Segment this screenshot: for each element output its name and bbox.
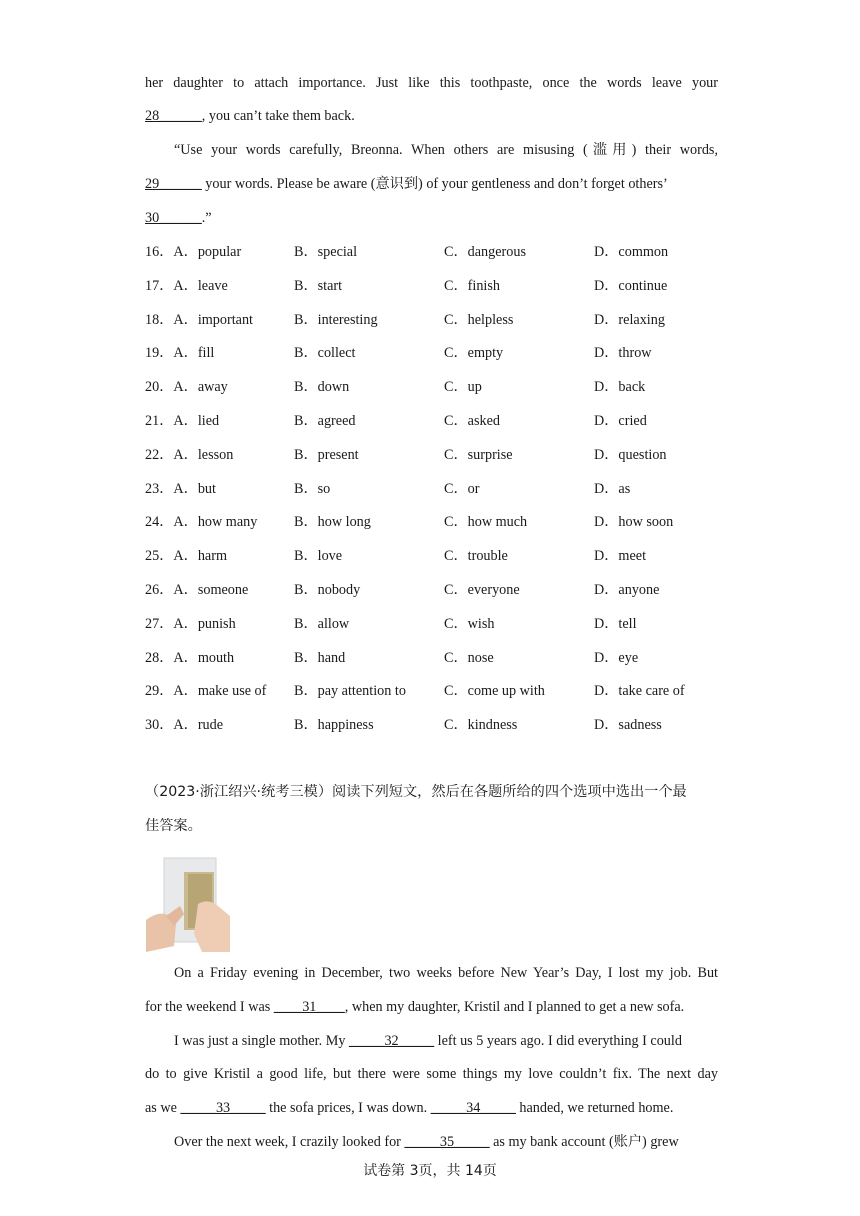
- option-c[interactable]: C．helpless: [444, 311, 514, 328]
- passage-line: On a Friday evening in December, two weeks before New Year’s Day, I lost my job. But: [174, 965, 718, 981]
- passage-text: Over the next week, I crazily looked for: [174, 1134, 405, 1150]
- option-b[interactable]: B．down: [294, 379, 350, 396]
- option-b[interactable]: B．happiness: [294, 717, 374, 734]
- passage-text: , you can’t take them back.: [201, 108, 355, 124]
- question-number-and-option-a[interactable]: [145, 343, 214, 363]
- option-b[interactable]: B．present: [294, 446, 359, 463]
- question-number-and-option-a[interactable]: [145, 681, 266, 701]
- question-number: 20．: [145, 379, 174, 396]
- option-a[interactable]: A．but: [173, 480, 216, 497]
- option-d[interactable]: D．meet: [594, 548, 647, 565]
- blank-30: 30______: [145, 210, 202, 226]
- option-d[interactable]: D．throw: [594, 345, 652, 362]
- option-a[interactable]: A．punish: [173, 615, 236, 632]
- blank-31: ____31____: [273, 999, 345, 1015]
- option-d[interactable]: D．tell: [594, 615, 637, 632]
- option-a[interactable]: A．fill: [173, 345, 215, 362]
- option-b[interactable]: B．pay attention to: [294, 683, 406, 700]
- passage-text: as my bank account (账户) grew: [489, 1134, 679, 1150]
- question-number: 23．: [145, 480, 174, 497]
- option-b[interactable]: B．nobody: [294, 582, 361, 598]
- question-row: [145, 310, 745, 330]
- question-number-and-option-a[interactable]: [145, 377, 228, 397]
- option-a[interactable]: A．harm: [173, 548, 227, 565]
- question-number: 22．: [145, 446, 174, 463]
- option-c[interactable]: C．nose: [444, 649, 494, 666]
- question-number-and-option-a[interactable]: [145, 648, 234, 668]
- option-a[interactable]: A．popular: [173, 244, 242, 260]
- blank-32: _____32_____: [348, 1033, 435, 1049]
- option-b[interactable]: B．agreed: [294, 413, 356, 429]
- option-b[interactable]: B．allow: [294, 615, 350, 632]
- passage-line: [174, 1031, 718, 1051]
- question-number: 26．: [145, 582, 174, 598]
- passage-line: “Use your words carefully, Breonna. When others are misusing (滥用) their words,: [174, 142, 718, 158]
- passage-text: I was just a single mother. My: [174, 1033, 349, 1049]
- option-d[interactable]: D．eye: [594, 649, 639, 666]
- option-b[interactable]: B．so: [294, 480, 331, 497]
- blank-35: _____35_____: [404, 1134, 490, 1150]
- option-a[interactable]: A．leave: [173, 277, 228, 294]
- option-a[interactable]: A．important: [173, 311, 253, 328]
- question-number-and-option-a[interactable]: [145, 512, 257, 532]
- question-number: 29．: [145, 683, 174, 700]
- option-d[interactable]: D．relaxing: [594, 311, 665, 328]
- passage-text: as we: [145, 1100, 181, 1116]
- option-b[interactable]: B．collect: [294, 345, 356, 362]
- blank-29: 29______: [145, 176, 202, 192]
- option-c[interactable]: C．finish: [444, 277, 500, 294]
- passage-line: [145, 1098, 718, 1118]
- question-number-and-option-a[interactable]: [145, 276, 228, 296]
- blank-28: 28______: [145, 108, 202, 124]
- passage-line: [145, 174, 718, 194]
- question-row: [145, 479, 745, 499]
- option-b[interactable]: B．how long: [294, 514, 371, 531]
- option-d[interactable]: D．as: [594, 480, 631, 497]
- option-a[interactable]: A．lied: [173, 413, 220, 429]
- option-d[interactable]: D．common: [594, 244, 669, 260]
- option-c[interactable]: C．asked: [444, 413, 500, 429]
- question-row: [145, 411, 745, 431]
- passage-text: handed, we returned home.: [515, 1100, 674, 1116]
- passage-line: [145, 208, 718, 228]
- question-row: [145, 343, 745, 363]
- question-row: [145, 614, 745, 634]
- passage-line: do to give Kristil a good life, but there were some things my love couldn’t fix. The next day: [145, 1066, 718, 1082]
- passage-line: [145, 106, 718, 126]
- passage-text: , when my daughter, Kristil and I planned to get a new sofa.: [344, 999, 685, 1015]
- option-a[interactable]: A．lesson: [173, 446, 234, 463]
- question-number-and-option-a[interactable]: [145, 614, 236, 634]
- option-c[interactable]: C．wish: [444, 615, 495, 632]
- option-c[interactable]: C．trouble: [444, 548, 508, 565]
- money-envelope-photo: [146, 854, 230, 952]
- question-row: [145, 580, 745, 600]
- option-c[interactable]: C．come up with: [444, 683, 545, 700]
- option-b[interactable]: B．start: [294, 277, 343, 294]
- question-number: 16．: [145, 244, 174, 260]
- passage-text: your words. Please be aware (意识到) of your gentleness and don’t forget others’: [201, 176, 668, 192]
- question-row: [145, 512, 745, 532]
- page-footer: 试卷第 3页，共 14页: [363, 1163, 497, 1179]
- option-a[interactable]: A．make use of: [173, 683, 267, 700]
- option-c[interactable]: C．or: [444, 480, 480, 497]
- option-c[interactable]: C．empty: [444, 345, 504, 362]
- question-number: 21．: [145, 413, 174, 429]
- question-row: [145, 377, 745, 397]
- question-row: [145, 276, 745, 296]
- question-row: [145, 715, 745, 735]
- option-c[interactable]: C．everyone: [444, 582, 520, 598]
- option-a[interactable]: A．away: [173, 379, 228, 396]
- question-number-and-option-a[interactable]: [145, 479, 216, 499]
- question-number: 30．: [145, 717, 174, 734]
- question-number-and-option-a[interactable]: [145, 715, 223, 735]
- question-number: 19．: [145, 345, 174, 362]
- option-b[interactable]: B．interesting: [294, 311, 378, 328]
- option-c[interactable]: C．up: [444, 379, 482, 396]
- passage-text: the sofa prices, I was down.: [265, 1100, 431, 1116]
- question-row: [145, 648, 745, 668]
- passage-line: [145, 997, 718, 1017]
- question-row: [145, 445, 745, 465]
- option-d[interactable]: D．how soon: [594, 514, 674, 531]
- option-b[interactable]: B．love: [294, 548, 343, 565]
- option-d[interactable]: D．cried: [594, 413, 647, 429]
- section-instruction: （2023·浙江绍兴·统考三模）阅读下列短文，然后在各题所给的四个选项中选出一个最: [145, 784, 687, 800]
- option-a[interactable]: A．someone: [173, 582, 249, 598]
- passage-line: [174, 1132, 718, 1152]
- option-d[interactable]: D．sadness: [594, 717, 662, 734]
- option-c[interactable]: C．how much: [444, 514, 528, 531]
- question-number-and-option-a[interactable]: [145, 580, 248, 600]
- option-a[interactable]: A．mouth: [173, 649, 235, 666]
- question-number-and-option-a[interactable]: [145, 411, 219, 431]
- section-instruction: 佳答案。: [145, 818, 202, 834]
- blank-33: _____33_____: [180, 1100, 266, 1116]
- question-number: 28．: [145, 649, 174, 666]
- passage-text: left us 5 years ago. I did everything I could: [434, 1033, 682, 1049]
- option-b[interactable]: B．hand: [294, 649, 346, 666]
- question-number-and-option-a[interactable]: [145, 242, 241, 262]
- question-row: [145, 681, 745, 701]
- question-number-and-option-a[interactable]: [145, 310, 253, 330]
- question-number: 27．: [145, 615, 174, 632]
- passage-text: for the weekend I was: [145, 999, 274, 1015]
- question-row: [145, 242, 745, 262]
- question-number-and-option-a[interactable]: [145, 546, 227, 566]
- blank-34: _____34_____: [430, 1100, 516, 1116]
- option-d[interactable]: D．continue: [594, 277, 668, 294]
- passage-text: .”: [201, 210, 212, 226]
- question-number-and-option-a[interactable]: [145, 445, 233, 465]
- question-number: 25．: [145, 548, 174, 565]
- option-d[interactable]: D．anyone: [594, 582, 660, 598]
- option-c[interactable]: C．dangerous: [444, 244, 526, 260]
- option-d[interactable]: D．back: [594, 379, 646, 396]
- passage-line: her daughter to attach importance. Just like this toothpaste, once the words leave your: [145, 75, 718, 91]
- option-d[interactable]: D．take care of: [594, 683, 685, 700]
- option-d[interactable]: D．question: [594, 446, 667, 463]
- option-b[interactable]: B．special: [294, 244, 358, 260]
- option-c[interactable]: C．surprise: [444, 446, 513, 463]
- question-number: 18．: [145, 311, 174, 328]
- option-c[interactable]: C．kindness: [444, 717, 518, 734]
- option-a[interactable]: A．rude: [173, 717, 224, 734]
- option-a[interactable]: A．how many: [173, 514, 258, 531]
- question-number: 24．: [145, 514, 174, 531]
- question-row: [145, 546, 745, 566]
- question-number: 17．: [145, 277, 174, 294]
